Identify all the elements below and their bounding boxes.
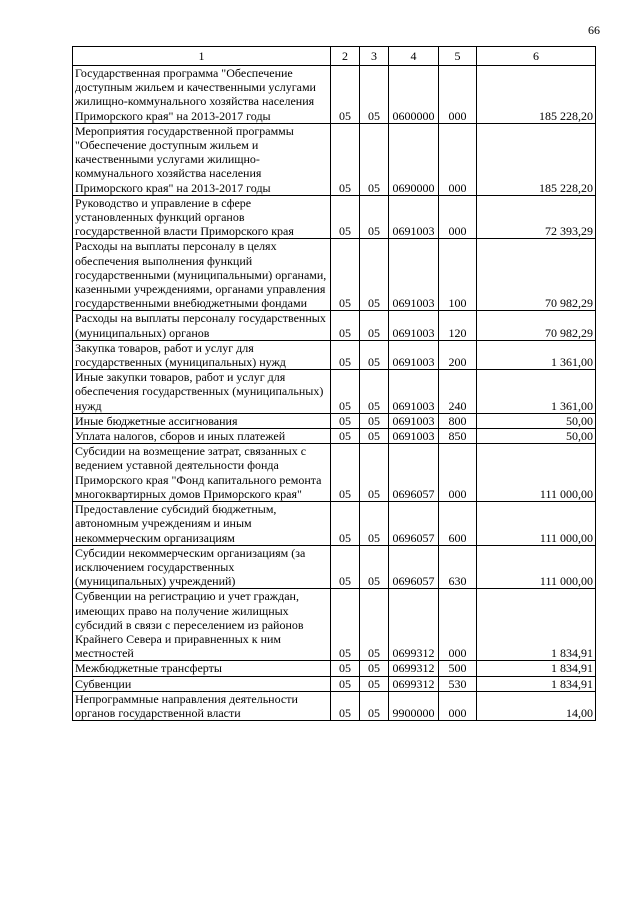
target-article-code: 0690000 xyxy=(389,123,439,195)
section-code: 05 xyxy=(331,502,360,546)
table-row xyxy=(73,502,596,546)
target-article-code: 0699312 xyxy=(389,589,439,661)
target-article-code: 0696057 xyxy=(389,545,439,589)
amount: 72 393,29 xyxy=(477,195,596,239)
expense-type-code: 240 xyxy=(439,370,477,414)
table-row xyxy=(73,239,596,311)
expense-type-code: 630 xyxy=(439,545,477,589)
table-row xyxy=(73,676,596,691)
amount: 14,00 xyxy=(477,691,596,720)
row-name: Расходы на выплаты персоналу государственных (муниципальных) органов xyxy=(73,311,331,340)
column-header: 6 xyxy=(477,47,596,66)
expense-type-code: 000 xyxy=(439,444,477,502)
target-article-code: 0699312 xyxy=(389,661,439,676)
row-name: Субвенции на регистрацию и учет граждан, имеющих право на получение жилищных субсидий в связи с переселением из районов Крайнего Севера и приравненных к ним местностей xyxy=(73,589,331,661)
expense-type-code: 100 xyxy=(439,239,477,311)
amount: 70 982,29 xyxy=(477,239,596,311)
target-article-code: 0696057 xyxy=(389,444,439,502)
section-code: 05 xyxy=(331,545,360,589)
column-header: 2 xyxy=(331,47,360,66)
table-row xyxy=(73,311,596,340)
target-article-code: 0691003 xyxy=(389,370,439,414)
section-code: 05 xyxy=(331,370,360,414)
table-row xyxy=(73,66,596,124)
table-row xyxy=(73,123,596,195)
column-header: 5 xyxy=(439,47,477,66)
table-row xyxy=(73,413,596,428)
subsection-code: 05 xyxy=(360,195,389,239)
table-row xyxy=(73,545,596,589)
subsection-code: 05 xyxy=(360,676,389,691)
amount: 50,00 xyxy=(477,429,596,444)
subsection-code: 05 xyxy=(360,311,389,340)
target-article-code: 0691003 xyxy=(389,239,439,311)
amount: 1 834,91 xyxy=(477,661,596,676)
amount: 111 000,00 xyxy=(477,444,596,502)
amount: 111 000,00 xyxy=(477,545,596,589)
table-row xyxy=(73,195,596,239)
target-article-code: 0691003 xyxy=(389,429,439,444)
section-code: 05 xyxy=(331,429,360,444)
column-header: 1 xyxy=(73,47,331,66)
table-header-row xyxy=(73,47,596,66)
row-name: Мероприятия государственной программы "Обеспечение доступным жильем и качественными услугами жилищно-коммунального хозяйства населения Приморского края" на 2013-2017 годы xyxy=(73,123,331,195)
expense-type-code: 530 xyxy=(439,676,477,691)
section-code: 05 xyxy=(331,676,360,691)
subsection-code: 05 xyxy=(360,340,389,369)
row-name: Руководство и управление в сфере установленных функций органов государственной власти Приморского края xyxy=(73,195,331,239)
row-name: Иные закупки товаров, работ и услуг для обеспечения государственных (муниципальных) нужд xyxy=(73,370,331,414)
target-article-code: 9900000 xyxy=(389,691,439,720)
amount: 50,00 xyxy=(477,413,596,428)
expense-type-code: 600 xyxy=(439,502,477,546)
table-row xyxy=(73,691,596,720)
amount: 1 361,00 xyxy=(477,370,596,414)
table-row xyxy=(73,429,596,444)
subsection-code: 05 xyxy=(360,661,389,676)
section-code: 05 xyxy=(331,691,360,720)
subsection-code: 05 xyxy=(360,444,389,502)
section-code: 05 xyxy=(331,340,360,369)
expense-type-code: 850 xyxy=(439,429,477,444)
subsection-code: 05 xyxy=(360,545,389,589)
subsection-code: 05 xyxy=(360,691,389,720)
amount: 185 228,20 xyxy=(477,66,596,124)
section-code: 05 xyxy=(331,589,360,661)
expense-type-code: 800 xyxy=(439,413,477,428)
table-row xyxy=(73,340,596,369)
section-code: 05 xyxy=(331,239,360,311)
amount: 1 834,91 xyxy=(477,676,596,691)
section-code: 05 xyxy=(331,444,360,502)
expense-type-code: 000 xyxy=(439,66,477,124)
target-article-code: 0696057 xyxy=(389,502,439,546)
subsection-code: 05 xyxy=(360,589,389,661)
expense-type-code: 000 xyxy=(439,691,477,720)
page-number: 66 xyxy=(588,23,600,37)
row-name: Субсидии некоммерческим организациям (за исключением государственных (муниципальных) учреждений) xyxy=(73,545,331,589)
expense-type-code: 120 xyxy=(439,311,477,340)
target-article-code: 0600000 xyxy=(389,66,439,124)
section-code: 05 xyxy=(331,413,360,428)
subsection-code: 05 xyxy=(360,239,389,311)
expense-type-code: 000 xyxy=(439,589,477,661)
row-name: Субвенции xyxy=(73,676,331,691)
amount: 70 982,29 xyxy=(477,311,596,340)
row-name: Иные бюджетные ассигнования xyxy=(73,413,331,428)
row-name: Непрограммные направления деятельности органов государственной власти xyxy=(73,691,331,720)
table-row xyxy=(73,661,596,676)
target-article-code: 0691003 xyxy=(389,413,439,428)
section-code: 05 xyxy=(331,311,360,340)
subsection-code: 05 xyxy=(360,370,389,414)
row-name: Расходы на выплаты персоналу в целях обеспечения выполнения функций государственными (муниципальными) органами, казенными учреждениями, органами управления государственными внебюджетными фондами xyxy=(73,239,331,311)
expense-type-code: 500 xyxy=(439,661,477,676)
amount: 185 228,20 xyxy=(477,123,596,195)
column-header: 3 xyxy=(360,47,389,66)
row-name: Субсидии на возмещение затрат, связанных с ведением уставной деятельности фонда Приморского края "Фонд капитального ремонта многоквартирных домов Приморского края" xyxy=(73,444,331,502)
section-code: 05 xyxy=(331,66,360,124)
amount: 111 000,00 xyxy=(477,502,596,546)
row-name: Межбюджетные трансферты xyxy=(73,661,331,676)
table-row xyxy=(73,444,596,502)
section-code: 05 xyxy=(331,195,360,239)
expense-type-code: 000 xyxy=(439,195,477,239)
amount: 1 834,91 xyxy=(477,589,596,661)
row-name: Уплата налогов, сборов и иных платежей xyxy=(73,429,331,444)
amount: 1 361,00 xyxy=(477,340,596,369)
target-article-code: 0699312 xyxy=(389,676,439,691)
subsection-code: 05 xyxy=(360,66,389,124)
expense-type-code: 200 xyxy=(439,340,477,369)
column-header: 4 xyxy=(389,47,439,66)
subsection-code: 05 xyxy=(360,429,389,444)
subsection-code: 05 xyxy=(360,123,389,195)
target-article-code: 0691003 xyxy=(389,311,439,340)
target-article-code: 0691003 xyxy=(389,340,439,369)
subsection-code: 05 xyxy=(360,502,389,546)
section-code: 05 xyxy=(331,123,360,195)
target-article-code: 0691003 xyxy=(389,195,439,239)
section-code: 05 xyxy=(331,661,360,676)
expense-type-code: 000 xyxy=(439,123,477,195)
budget-table xyxy=(72,46,596,721)
row-name: Предоставление субсидий бюджетным, автономным учреждениям и иным некоммерческим организациям xyxy=(73,502,331,546)
table-row xyxy=(73,370,596,414)
row-name: Закупка товаров, работ и услуг для государственных (муниципальных) нужд xyxy=(73,340,331,369)
table-row xyxy=(73,589,596,661)
row-name: Государственная программа "Обеспечение доступным жильем и качественными услугами жилищно-коммунального хозяйства населения Приморского края" на 2013-2017 годы xyxy=(73,66,331,124)
subsection-code: 05 xyxy=(360,413,389,428)
